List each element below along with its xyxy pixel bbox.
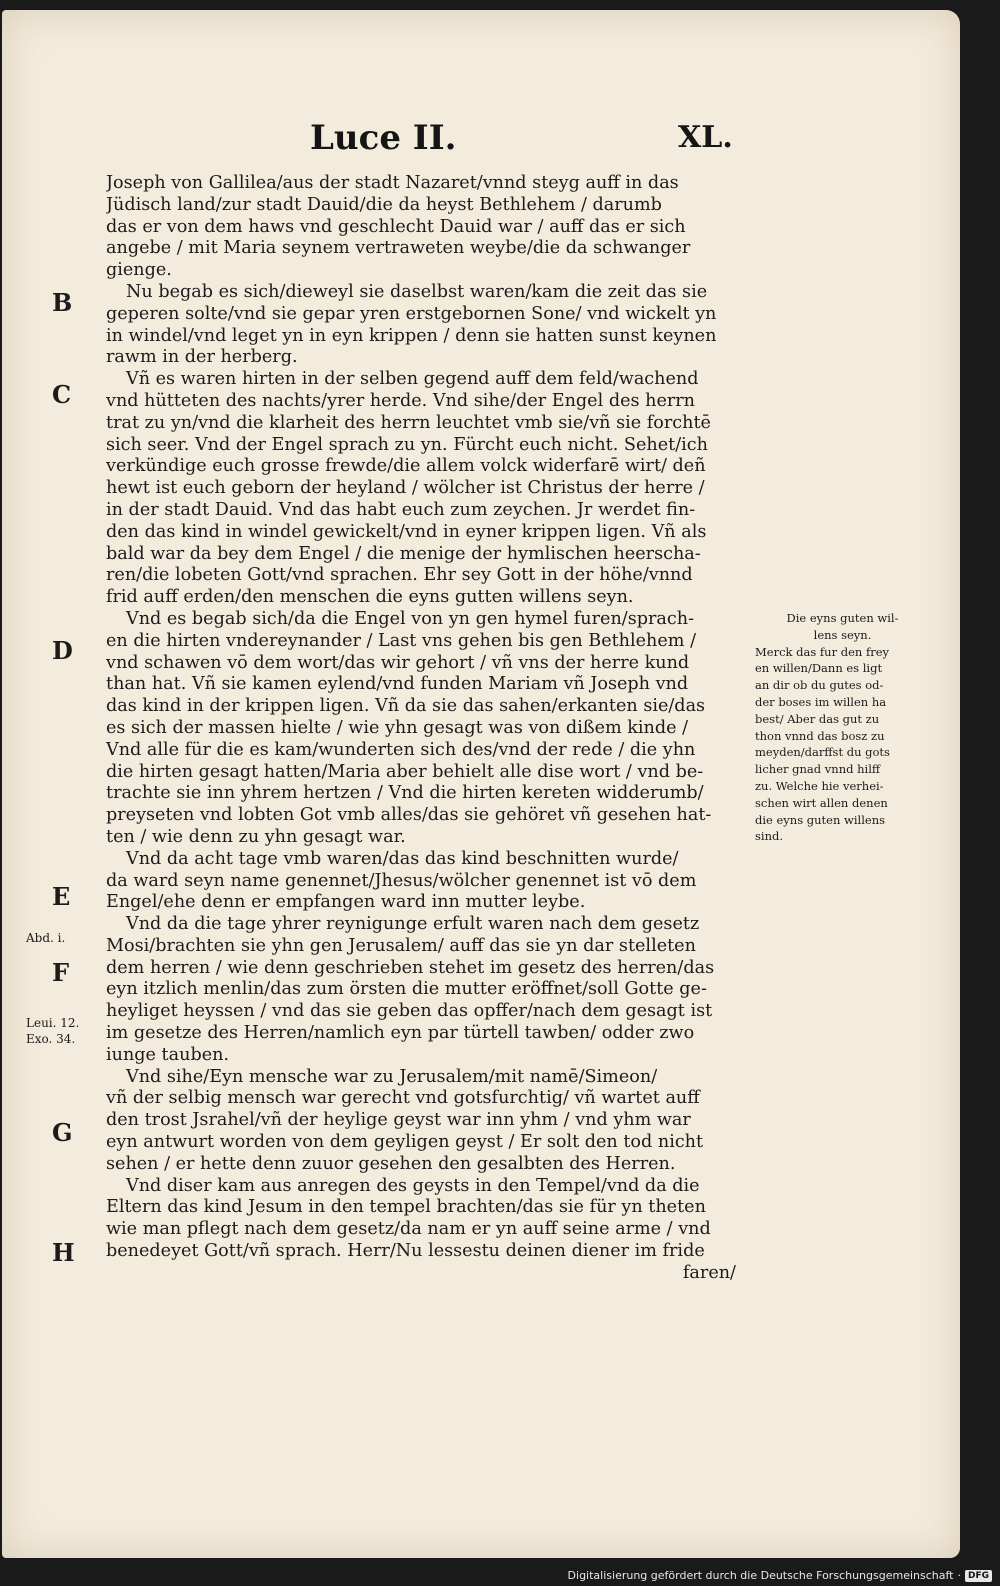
text-line: angebe / mit Maria seynem vertraweten weybe/die da schwanger [106, 238, 691, 259]
folio-number: XL. [678, 120, 733, 155]
text-line: geperen solte/vnd sie gepar yren erstgebornen Sone/ vnd wickelt yn [106, 303, 717, 324]
book-page [2, 10, 960, 1558]
margin-gloss [755, 610, 930, 845]
footer-text: Digitalisierung gefördert durch die Deutsche Forschungsgemeinschaft [567, 1569, 954, 1582]
gloss-line: schen wirt allen denen [755, 795, 888, 810]
text-line: Engel/ehe denn er empfangen ward inn mutter leybe. [106, 892, 586, 913]
text-line: Nu begab es sich/dieweyl sie daselbst waren/kam die zeit das sie [126, 281, 708, 302]
margin-letter-g: G [52, 1118, 73, 1147]
text-line: das kind in der krippen ligen. Vñ da sie das sahen/erkanten sie/das [106, 696, 706, 717]
text-line: Eltern das kind Jesum in den tempel brachten/das sie für yn theten [106, 1197, 706, 1218]
main-text [106, 173, 766, 1285]
text-line: than hat. Vñ sie kamen eylend/vnd funden Mariam vñ Joseph vnd [106, 674, 689, 695]
text-line: es sich der massen hielte / wie yhn gesagt was von dißem kinde / [106, 717, 689, 738]
margin-ref-leui: Leui. 12. [26, 1016, 80, 1030]
dfg-logo-icon: DFG [965, 1570, 992, 1582]
text-line: heyliget heyssen / vnd das sie geben das opffer/nach dem gesagt ist [106, 1001, 713, 1022]
margin-letter-c: C [52, 380, 72, 409]
text-line: vnd hütteten des nachts/yrer herde. Vnd sihe/der Engel des herrn [106, 390, 696, 411]
text-line: verkündige euch grosse frewde/die allem volck widerfarē wirt/ deñ [106, 456, 706, 477]
text-line: trat zu yn/vnd die klarheit des herrn leuchtet vmb sie/vñ sie forchtē [106, 412, 711, 433]
text-line: den trost Jsrahel/vñ der heylige geyst war inn yhm / vnd yhm war [106, 1110, 691, 1131]
text-line: das er von dem haws vnd geschlecht Dauid war / auff das er sich [106, 216, 686, 237]
text-line: wie man pflegt nach dem gesetz/da nam er yn auff seine arme / vnd [106, 1219, 711, 1240]
text-line: en die hirten vndereynander / Last vns gehen bis gen Bethlehem / [106, 630, 696, 651]
text-line: eyn antwurt worden von dem geyligen geyst / Er solt den tod nicht [106, 1132, 704, 1153]
text-line: faren/ [682, 1262, 736, 1283]
margin-letter-f: F [52, 958, 70, 987]
text-line: trachte sie inn yhrem hertzen / Vnd die hirten kereten widderumb/ [106, 783, 704, 804]
text-line: eyn itzlich menlin/das zum örsten die mutter eröffnet/soll Gotte ge- [106, 979, 707, 1000]
text-line: Vnd es begab sich/da die Engel von yn gen hymel furen/sprach- [126, 608, 695, 629]
text-line: dem herren / wie denn geschrieben stehet im gesetz des herren/das [106, 957, 715, 978]
margin-ref-exo: Exo. 34. [26, 1032, 76, 1046]
text-line: iunge tauben. [106, 1044, 230, 1065]
gloss-line: die eyns guten willens [755, 812, 886, 827]
gloss-line: thon vnnd das bosz zu [755, 728, 885, 743]
text-line: ren/die lobeten Gott/vnd sprachen. Ehr sey Gott in der höhe/vnnd [106, 565, 693, 586]
text-line: im gesetze des Herren/namlich eyn par türtell tawben/ odder zwo [106, 1023, 695, 1044]
text-line: Joseph von Gallilea/aus der stadt Nazaret/vnnd steyg auff in das [106, 173, 679, 193]
text-line: den das kind in windel gewickelt/vnd in eyner krippen ligen. Vñ als [106, 521, 707, 542]
text-line: in windel/vnd leget yn in eyn krippen / denn sie hatten sunst keynen [106, 325, 717, 346]
text-line: benedeyet Gott/vñ sprach. Herr/Nu lessestu deinen diener im fride [106, 1241, 705, 1262]
text-line: frid auff erden/den menschen die eyns gutten willens seyn. [106, 587, 634, 608]
text-line: Vnd diser kam aus anregen des geysts in den Tempel/vnd da die [126, 1175, 700, 1196]
text-line: Vnd da acht tage vmb waren/das das kind beschnitten wurde/ [126, 848, 679, 869]
text-line: preyseten vnd lobten Got vmb alles/das sie gehöret vñ gesehen hat- [106, 805, 712, 826]
gloss-line: lens seyn. [813, 627, 872, 642]
gloss-line: Die eyns guten wil- [786, 611, 899, 625]
text-line: vnd schawen vō dem wort/das wir gehort / vñ vns der herre kund [106, 652, 690, 673]
margin-letter-d: D [52, 636, 73, 665]
text-line: Vnd da die tage yhrer reynigunge erfult waren nach dem gesetz [126, 914, 700, 935]
text-line: ten / wie denn zu yhn gesagt war. [106, 826, 406, 847]
gloss-line: licher gnad vnnd hilff [755, 762, 881, 777]
gloss-line: an dir ob du gutes od- [755, 678, 884, 693]
text-line: Mosi/brachten sie yhn gen Jerusalem/ auff das sie yn dar stelleten [106, 935, 696, 956]
margin-ref-abd: Abd. i. [26, 931, 66, 945]
running-head: Luce II. [310, 118, 457, 158]
margin-letter-h: H [52, 1238, 75, 1267]
text-line: Vñ es waren hirten in der selben gegend auff dem feld/wachend [126, 369, 699, 390]
text-line: hewt ist euch geborn der heyland / wölcher ist Christus der herre / [106, 478, 705, 499]
text-line: vñ der selbig mensch war gerecht vnd gotsfurchtig/ vñ wartet auff [106, 1088, 700, 1109]
gloss-line: Merck das fur den frey [755, 644, 890, 659]
gloss-line: best/ Aber das gut zu [755, 711, 880, 726]
gloss-line: en willen/Dann es ligt [755, 661, 883, 676]
text-line: sich seer. Vnd der Engel sprach zu yn. Fürcht euch nicht. Sehet/ich [106, 434, 708, 455]
margin-letter-e: E [52, 882, 71, 911]
text-line: in der stadt Dauid. Vnd das habt euch zum zeychen. Jr werdet fin- [106, 499, 696, 520]
text-line: bald war da bey dem Engel / die menige der hymlischen heerscha- [106, 543, 701, 564]
footer: Digitalisierung gefördert durch die Deutsche Forschungsgemeinschaft · DFG [568, 1569, 992, 1582]
text-line: Jüdisch land/zur stadt Dauid/die da heyst Bethlehem / darumb [106, 194, 662, 215]
text-line: da ward seyn name genennet/Jhesus/wölcher genennet ist vō dem [106, 870, 697, 891]
text-line: gienge. [106, 260, 172, 281]
text-line: sehen / er hette denn zuuor gesehen den gesalbten des Herren. [106, 1153, 676, 1174]
text-line: die hirten gesagt hatten/Maria aber behielt alle dise wort / vnd be- [106, 761, 704, 782]
gloss-line: meyden/darffst du gots [755, 745, 890, 760]
gloss-line: sind. [755, 829, 784, 844]
text-line: rawm in der herberg. [106, 347, 298, 368]
text-line: Vnd alle für die es kam/wunderten sich des/vnd der rede / die yhn [106, 739, 696, 760]
gloss-line: der boses im willen ha [755, 694, 887, 709]
text-line: Vnd sihe/Eyn mensche war zu Jerusalem/mit namē/Simeon/ [126, 1066, 658, 1087]
gloss-line: zu. Welche hie verhei- [755, 778, 884, 793]
margin-letter-b: B [52, 288, 73, 317]
